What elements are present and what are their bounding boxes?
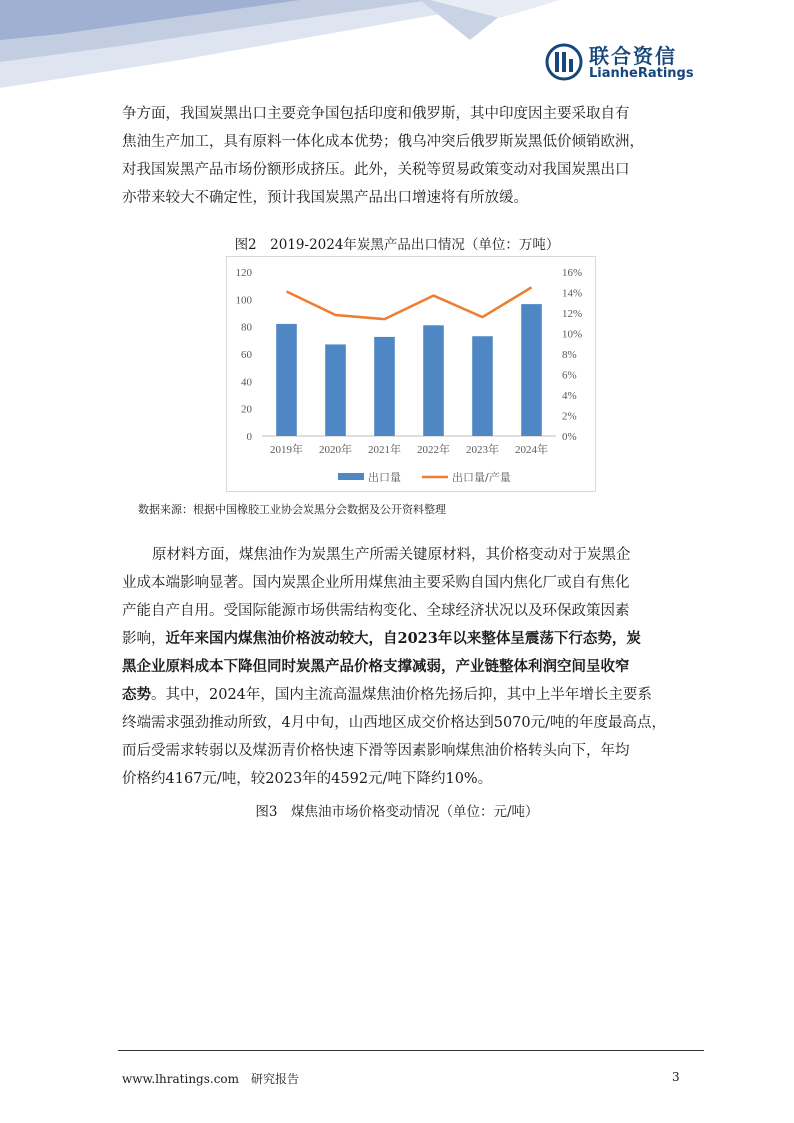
text-run: 终端需求强劲推动所致，4月中旬，山西地区成交价格达到5070元/吨的年度最高点，: [122, 715, 667, 731]
paragraph-line: [122, 541, 690, 569]
x-tick-label: 2022年: [417, 444, 450, 456]
y-right-tick-label: 0%: [562, 431, 577, 443]
y-left-tick-label: 20: [241, 403, 252, 416]
bar-export-volume: [472, 336, 493, 436]
bar-export-volume: [374, 337, 395, 436]
logo-mark-icon: [545, 43, 583, 81]
y-right-tick-label: 6%: [562, 369, 577, 382]
y-left-tick-label: 80: [241, 321, 252, 334]
y-right-tick-label: 4%: [562, 390, 577, 402]
paragraph-line: [122, 625, 690, 653]
y-left-tick-label: 100: [235, 294, 252, 307]
logo-chinese-name: 联合资信: [589, 44, 677, 68]
paragraph-line: 对我国炭黑产品市场份额形成挤压。此外，关税等贸易政策变动对我国炭黑出口: [122, 162, 630, 178]
company-logo: [545, 40, 715, 84]
paragraph-line: 焦油生产加工，具有原料一体化成本优势；俄乌冲突后俄罗斯炭黑低价倾销欧洲，: [122, 134, 644, 150]
figure-2-caption: 图2 2019-2024年炭黑产品出口情况（单位：万吨）: [234, 237, 560, 253]
x-tick-label: 2019年: [270, 444, 303, 456]
bar-export-volume: [521, 304, 542, 436]
footer-divider: [118, 1050, 704, 1051]
paragraph-line: [122, 765, 690, 793]
legend-label: 出口量: [368, 471, 401, 484]
y-right-tick-label: 8%: [562, 349, 577, 361]
x-tick-label: 2020年: [319, 444, 352, 456]
body-paragraph-2: [122, 541, 690, 793]
legend-bar-swatch: [338, 473, 364, 480]
paragraph-line: 亦带来较大不确定性，预计我国炭黑产品出口增速将有所放缓。: [122, 190, 528, 206]
bar-export-volume: [423, 325, 444, 436]
bold-text-run: 态势: [122, 686, 151, 703]
y-right-tick-label: 10%: [562, 328, 583, 341]
y-left-tick-label: 120: [235, 267, 252, 279]
paragraph-line: [122, 597, 690, 625]
data-source-note: 数据来源：根据中国橡胶工业协会炭黑分会数据及公开资料整理: [138, 503, 446, 516]
y-right-tick-label: 2%: [562, 410, 577, 423]
paragraph-line: 争方面，我国炭黑出口主要竞争国包括印度和俄罗斯，其中印度因主要采取自有: [122, 106, 630, 122]
text-run: 原材料方面，煤焦油作为炭黑生产所需关键原材料，其价格变动对于炭黑企: [152, 547, 631, 563]
y-right-tick-label: 12%: [562, 308, 583, 320]
bold-text-run: 近年来国内煤焦油价格波动较大，自2023年以来整体呈震荡下行态势，炭: [165, 630, 641, 647]
logo-english-name: LianheRatings: [589, 66, 694, 81]
export-chart: [226, 256, 596, 492]
y-right-tick-label: 16%: [562, 267, 583, 279]
y-right-tick-label: 14%: [562, 287, 583, 300]
page-number: 3: [672, 1070, 680, 1084]
body-paragraph-1: [122, 100, 690, 212]
x-tick-label: 2021年: [368, 444, 401, 456]
line-export-ratio: [287, 287, 532, 319]
paragraph-line: [122, 569, 690, 597]
bar-export-volume: [325, 344, 346, 436]
paragraph-line: [122, 709, 690, 737]
y-left-tick-label: 0: [246, 431, 252, 443]
paragraph-line: [122, 681, 690, 709]
figure-3-caption: 图3 煤焦油市场价格变动情况（单位：元/吨）: [255, 804, 539, 820]
text-run: 价格约4167元/吨，较2023年的4592元/吨下降约10%。: [122, 771, 493, 787]
text-run: 产能自产自用。受国际能源市场供需结构变化、全球经济状况以及环保政策因素: [122, 603, 630, 619]
footer-site: www.lhratings.com 研究报告: [122, 1072, 300, 1086]
y-left-tick-label: 40: [241, 376, 252, 389]
legend-label: 出口量/产量: [452, 471, 511, 484]
x-tick-label: 2024年: [515, 444, 548, 456]
x-tick-label: 2023年: [466, 444, 499, 456]
text-run: 。其中，2024年，国内主流高温煤焦油价格先扬后抑，其中上半年增长主要系: [151, 687, 652, 703]
bold-text-run: 黑企业原料成本下降但同时炭黑产品价格支撑减弱，产业链整体利润空间呈收窄: [122, 658, 630, 675]
bar-export-volume: [276, 324, 297, 436]
paragraph-line: [122, 653, 690, 681]
paragraph-line: [122, 737, 690, 765]
text-run: 而后受需求转弱以及煤沥青价格快速下滑等因素影响煤焦油价格转头向下，年均: [122, 743, 630, 759]
text-run: 影响，: [122, 631, 166, 647]
text-run: 业成本端影响显著。国内炭黑企业所用煤焦油主要采购自国内焦化厂或自有焦化: [122, 575, 630, 591]
y-left-tick-label: 60: [241, 349, 252, 361]
